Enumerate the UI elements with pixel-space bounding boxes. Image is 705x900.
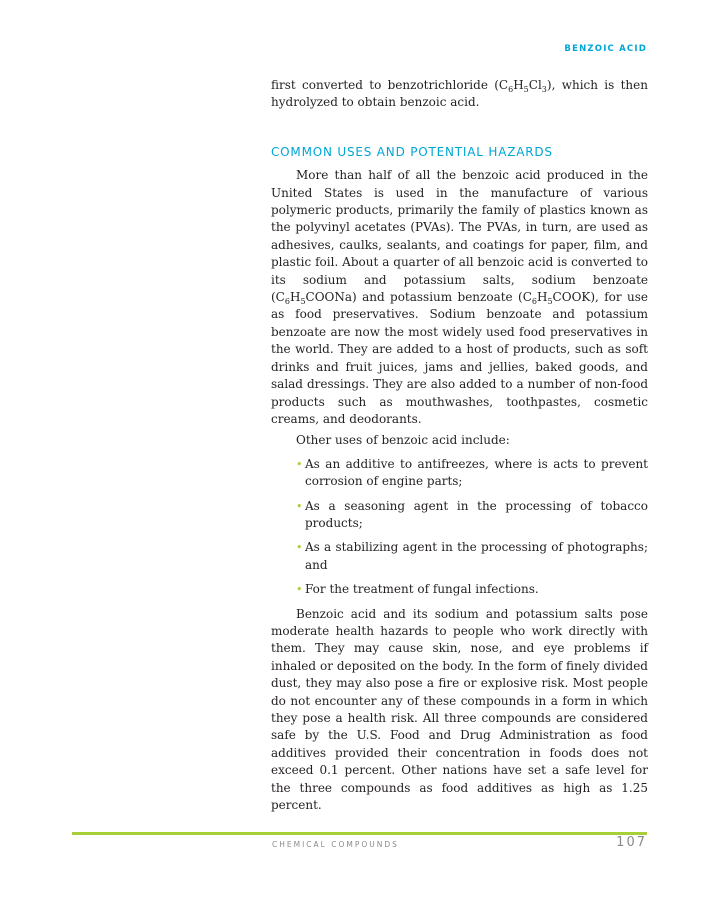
main-text — [271, 77, 648, 814]
intro-paragraph: first converted to benzotrichloride $(C_6H_5Cl_3)$, which is then hydrolyzed to obtain benzoic acid. — [271, 78, 648, 110]
list-item: • As a seasoning agent in the processing of tobacco products; — [296, 498, 648, 530]
list-item: • As an additive to antifreezes, where is acts to prevent corrosion of engine parts; — [296, 456, 648, 489]
bullet-dot-icon: • — [296, 457, 303, 471]
bullet-dot-icon: • — [296, 541, 303, 555]
page-number: 107 — [616, 835, 647, 850]
section-heading: COMMON USES AND POTENTIAL HAZARDS — [271, 144, 553, 159]
running-head: BENZOIC ACID — [564, 44, 647, 54]
other-uses-list — [271, 456, 648, 599]
uses-paragraph: More than half of all the benzoic acid produced in the United States is used in the manufacture of various polymeric products, primarily the family of plastics known as the polyvinyl acetates (PVAs). The PVAs, in turn, are used as adhesives, caulks, sealants, and coatings for paper, film, and plastic foil. About a quarter of all benzoic acid is converted to its sodium and potassium salts, sodium benzoate $(C_6H_5COONa)$ and potassium benzoate $(C_6H_5COOK)$, for use as food preservatives. Sodium benzoate and potassium benzoate are now the most widely used food preservatives in the world. They are added to a host of products, such as soft drinks and fruit juices, jams and jellies, baked goods, and salad dressings. They are also added to a number of non-food products such as mouthwashes, toothpastes, cosmetic creams, and deodorants. — [271, 168, 648, 426]
hazards-paragraph: Benzoic acid and its sodium and potassium salts pose moderate health hazards to people who work directly with them. They may cause skin, nose, and eye problems if inhaled or deposited on the body. In the form of finely divided dust, they may also pose a fire or explosive risk. Most people do not encounter any of these compounds in a form in which they pose a health risk. All three compounds are considered safe by the U.S. Food and Drug Administration as food additives provided their concentration in foods does not exceed 0.1 percent. Other nations have set a safe level for the three compounds as food additives as high as 1.25 percent. — [271, 606, 648, 813]
footer-rule — [72, 832, 647, 835]
footer-book-title: CHEMICAL COMPOUNDS — [272, 840, 399, 849]
bullet-dot-icon: • — [296, 583, 303, 597]
other-uses-intro: Other uses of benzoic acid include: — [296, 433, 510, 448]
list-item: • For the treatment of fungal infections. — [296, 581, 648, 598]
list-item: • As a stabilizing agent in the processing of photographs; and — [296, 540, 648, 572]
bullet-dot-icon: • — [296, 499, 303, 513]
